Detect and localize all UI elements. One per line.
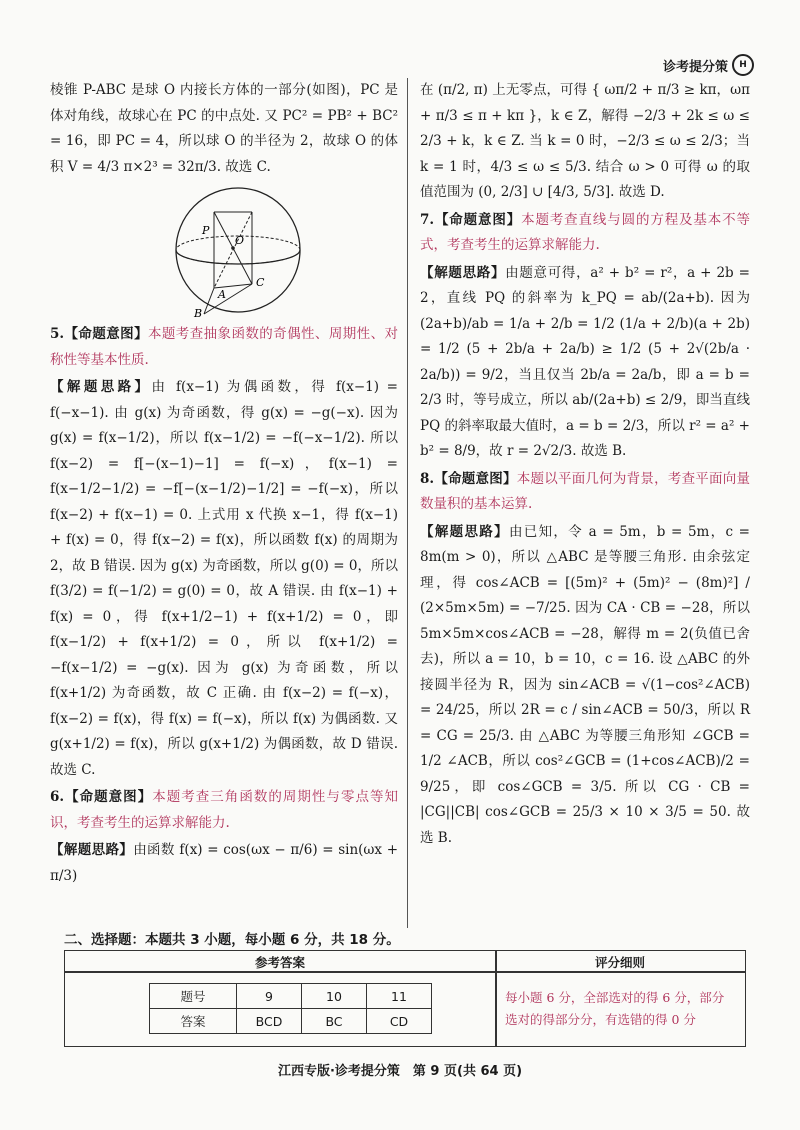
q8-number: 8. xyxy=(420,470,435,487)
ref-answer-title: 参考答案 xyxy=(254,955,305,970)
q6-intent-text: 本题考查三角函数的周期性与零点等知识，考查考生的运算求解能力. xyxy=(50,789,399,831)
cell-number: 9 xyxy=(237,984,302,1009)
page-footer: 江西专版·诊考提分策 第 9 页(共 64 页) xyxy=(277,1064,523,1079)
q6-number: 6. xyxy=(50,789,65,805)
sphere-figure xyxy=(168,186,308,318)
q8-solve-tag: 【解题思路】 xyxy=(420,523,509,540)
q4-solution-tail: 棱锥 P-ABC 是球 O 内接长方体的一部分(如图)，PC 是体对角线，故球心在 PC 的中点处. 又 PC² = PB² + BC² = 16，即 PC = 4，所以球 O 的半径为 2，故球 O 的体积 V = 4/3 π×2³ = 32π/3. 故选 C. xyxy=(50,82,398,175)
q6-solution-cont: 在 (π/2, π) 上无零点，可得 { ωπ/2 + π/3 ≥ kπ，ωπ + π/3 ≤ π + kπ }，k ∈ Z，解得 −2/3 + 2k ≤ ω ≤ 2/3 + k，k ∈ Z. 当 k = 0 时，−2/3 ≤ ω ≤ 2/3；当 k = 1 时，4/3 ≤ ω ≤ 5/3. 结合 ω > 0 可得 ω 的取值范围为 (0, 2/3] ∪ [4/3, 5/3]. 故选 D. xyxy=(420,82,750,200)
cell-answer: BCD xyxy=(237,1009,302,1034)
cell-answer: CD xyxy=(367,1009,432,1034)
q5-solve-tag: 【解题思路】 xyxy=(50,379,152,395)
left-column xyxy=(50,78,398,891)
row-label-number: 题号 xyxy=(150,984,237,1009)
scoring-title: 评分细则 xyxy=(594,955,645,970)
q5-intent-text: 本题考查抽象函数的奇偶性、周期性、对称性等基本性质. xyxy=(50,326,399,368)
scoring-rule: 每小题 6 分，全部选对的得 6 分，部分选对的得部分分，有选错的得 0 分 xyxy=(505,990,725,1027)
label-b: B xyxy=(194,307,203,318)
q5-number: 5. xyxy=(50,326,65,342)
q7-intent-text: 本题考查直线与圆的方程及基本不等式，考查考生的运算求解能力. xyxy=(420,211,750,253)
q7-solve-text: 由题意可得，a² + b² = r²，a + 2b = 2，直线 PQ 的斜率为 k_PQ = ab/(2a+b). 因为 (2a+b)/ab = 1/a + 2/b = 1/2 (1/a + 2/b)(a + 2b) = 1/2 (5 + 2b/a + 2a/b) ≥ 1/2 (5 + 2√(2b/a · 2a/b)) = 9/2，当且仅当 2b/a = 2a/b，即 a = b = 2/3 时，等号成立，所以 ab/(2a+b) ≤ 2/9，即当直线 PQ 的斜率取最大值时，a = b = 2/3，所以 r² = a² + b² = 8/9，故 r = 2√2/3. 故选 B. xyxy=(420,264,750,459)
brand-logo-icon: H xyxy=(732,54,754,76)
right-column xyxy=(420,78,750,853)
q6-solve-text: 由函数 f(x) = cos(ωx − π/6) = sin(ωx + π/3) xyxy=(50,842,399,884)
label-a: A xyxy=(218,288,226,301)
header-title: 诊考提分策 xyxy=(662,59,728,75)
cell-answer: BC xyxy=(302,1009,367,1034)
q8-solve-text: 由已知，令 a = 5m，b = 5m，c = 8m(m > 0)，所以 △ABC 是等腰三角形. 由余弦定理，得 cos∠ACB = [(5m)² + (5m)² − (8m)²] / (2×5m×5m) = −7/25. 因为 CA · CB = −28，所以 5m×5m×cos∠ACB = −28，解得 m = 2(负值已舍去)，所以 a = 10，b = 10，c = 16. 设 △ABC 的外接圆半径为 R，因为 sin∠ACB = √(1−cos²∠ACB) = 24/25，所以 2R = c / sin∠ACB = 50/3，所以 R = CG = 25/3. 由 △ABC 为等腰三角形知 ∠GCB = 1/2 ∠ACB，所以 cos²∠GCB = (1+cos∠ACB)/2 = 9/25，即 cos∠GCB = 3/5. 所以 CG · CB = |CG||CB| cos∠GCB = 25/3 × 10 × 3/5 = 50. 故选 B. xyxy=(420,523,750,846)
q8-intent xyxy=(420,467,750,518)
q8-intent-text: 本题以平面几何为背景，考查平面向量数量积的基本运算. xyxy=(420,470,751,512)
cell-number: 10 xyxy=(302,984,367,1009)
q8-solution xyxy=(420,520,750,852)
q5-solution xyxy=(50,375,398,783)
label-o: O xyxy=(235,234,245,247)
q5-intent xyxy=(50,322,398,373)
answer-table xyxy=(149,983,432,1034)
box-header-line xyxy=(65,971,745,973)
q6-solve-tag: 【解题思路】 xyxy=(50,842,134,858)
q7-intent xyxy=(420,208,750,259)
q7-solve-tag: 【解题思路】 xyxy=(420,264,506,281)
q6-solution xyxy=(50,838,398,889)
row-label-answer: 答案 xyxy=(150,1009,237,1034)
cell-number: 11 xyxy=(367,984,432,1009)
page-header xyxy=(663,54,754,76)
column-divider xyxy=(407,78,408,928)
label-c: C xyxy=(256,276,265,289)
q7-number: 7. xyxy=(420,211,435,228)
section-2-title: 二、选择题：本题共 3 小题，每小题 6 分，共 18 分。 xyxy=(64,932,400,948)
answer-box xyxy=(64,950,746,1047)
q7-tag: 【命题意图】 xyxy=(434,211,522,228)
q5-tag: 【命题意图】 xyxy=(64,326,148,342)
label-p: P xyxy=(202,224,210,237)
q7-solution xyxy=(420,261,750,465)
q5-solve-text: 由 f(x−1) 为偶函数，得 f(x−1) = f(−x−1). 由 g(x) 为奇函数，得 g(x) = −g(−x). 因为 g(x) = f(x−1/2)，所以 f(x−1/2) = −f(−x−1/2). 所以 f(x−2) = f[−(x−1)−1] = f(−x)，f(x−1) = f(x−1/2−1/2) = −f[−(x−1/2)−1/2] = −f(−x)，所以 f(x−2) + f(x−1) = 0. 上式用 x 代换 x−1，得 f(x−1) + f(x) = 0，得 f(x−2) = f(x)，所以函数 f(x) 的周期为 2，故 B 错误. 因为 g(x) 为奇函数，所以 g(0) = 0，所以 f(3/2) = f(−1/2) = g(0) = 0，故 A 错误. 由 f(x−1) + f(x) = 0，得 f(x+1/2−1) + f(x+1/2) = 0，即 f(x−1/2) + f(x+1/2) = 0，所以 f(x+1/2) = −f(x−1/2) = −g(x). 因为 g(x) 为奇函数，所以 f(x+1/2) 为奇函数，故 C 正确. 由 f(x−2) = f(−x)，f(x−2) = f(x)，得 f(x) = f(−x)，所以 f(x) 为偶函数. 又 g(x+1/2) = f(x)，所以 g(x+1/2) 为偶函数，故 D 错误. 故选 C. xyxy=(50,379,398,778)
q8-tag: 【命题意图】 xyxy=(434,470,517,487)
q6-tag: 【命题意图】 xyxy=(64,789,153,805)
table-row xyxy=(150,1009,432,1034)
q6-intent xyxy=(50,785,398,836)
table-row xyxy=(150,984,432,1009)
